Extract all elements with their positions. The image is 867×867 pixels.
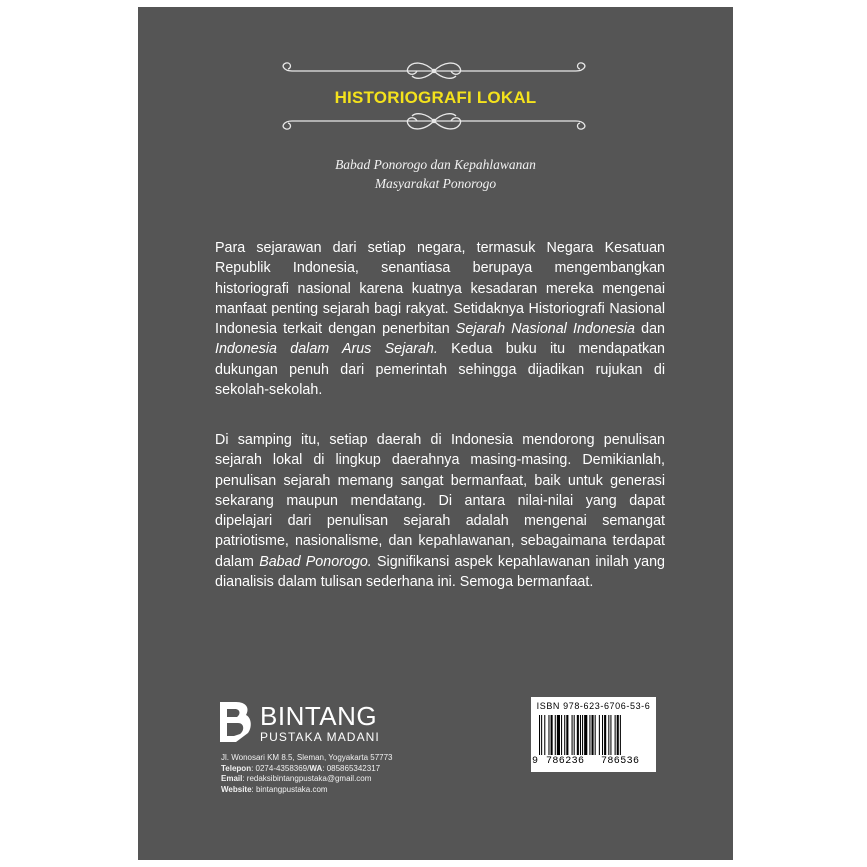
publisher-address: Jl. Wonosari KM 8.5, Sleman, Yogyakarta 57773 [221, 753, 393, 762]
book-title: HISTORIOGRAFI LOKAL [334, 88, 537, 107]
barcode-digit-first: 9 [532, 756, 539, 767]
wa-label: WA [309, 763, 323, 773]
subtitle-line-1: Babad Ponorogo dan Kepahlawanan [335, 157, 536, 172]
blurb-paragraph-2 [215, 430, 665, 592]
phone-value: : 0274-4358369/ [251, 763, 310, 773]
paragraph-2-text-a: Di samping itu, setiap daerah di Indonesia mendorong penulisan sejarah lokal di lingkup daerahnya masing-masing. Demikianlah, penulisan sejarah memang sangat bermanfaat, baik untuk generasi sekarang maupun mendatang. Di antara nilai-nilai yang dapat dipelajari dari penulisan sejarah adalah mengenai semangat patriotisme, nasionalisme, dan kepahlawanan, sebagaimana terdapat dalam [215, 432, 665, 570]
book-subtitle [138, 155, 733, 193]
paragraph-1-text-a: Para sejarawan dari setiap negara, termasuk Negara Kesatuan Republik Indonesia, senantiasa berupaya mengembangkan historiografi nasional karena kuatnya kesadaran mereka mengenai manfaat penting sejarah bagi rakyat. Setidaknya Historiografi Nasional Indonesia terkait dengan penerbitan [215, 240, 665, 338]
publisher-name: BINTANG [260, 701, 378, 731]
website-value: : bintangpustaka.com [251, 784, 328, 794]
paragraph-2-text-b: Signifikansi aspek kepahlawanan inilah yang dianalisis dalam tulisan sederhana ini. Semoga bermanfaat. [215, 553, 665, 591]
paragraph-1-text-b: dan [635, 321, 665, 338]
ornament-bottom-icon [274, 108, 594, 134]
subtitle-line-2: Masyarakat Ponorogo [374, 176, 497, 191]
isbn-barcode [531, 697, 656, 772]
publisher-website-line [221, 785, 393, 796]
barcode-digit-group-2: 786536 [601, 756, 640, 767]
isbn-number: ISBN 978-623-6706-53-6 [536, 701, 651, 711]
publisher-logo [218, 700, 418, 748]
website-label: Website [221, 784, 252, 794]
ornament-top-icon [274, 58, 594, 84]
publisher-subname: PUSTAKA MADANI [260, 730, 380, 744]
bintang-b-logo-icon [218, 700, 252, 744]
publisher-phone-line [221, 764, 393, 775]
publisher-contact [221, 753, 393, 795]
blurb-paragraph-1 [215, 238, 665, 400]
paragraph-1-italic-b: Indonesia dalam Arus Sejarah. [215, 341, 438, 358]
paragraph-2-italic-a: Babad Ponorogo. [259, 553, 372, 570]
paragraph-1-text-c: Kedua buku itu mendapatkan dukungan penuh dari pemerintah sehingga dijadikan rujukan di sekolah-sekolah. [215, 341, 665, 399]
phone-label: Telepon [221, 763, 252, 773]
barcode-bars-icon [539, 715, 651, 755]
email-label: Email [221, 774, 243, 783]
paragraph-1-italic-a: Sejarah Nasional Indonesia [455, 321, 635, 338]
publisher-email-line [221, 774, 393, 785]
email-value: : redaksibintangpustaka@gmail.com [242, 774, 372, 783]
barcode-digit-group-1: 786236 [546, 756, 585, 767]
wa-value: : 085865342317 [322, 763, 381, 773]
